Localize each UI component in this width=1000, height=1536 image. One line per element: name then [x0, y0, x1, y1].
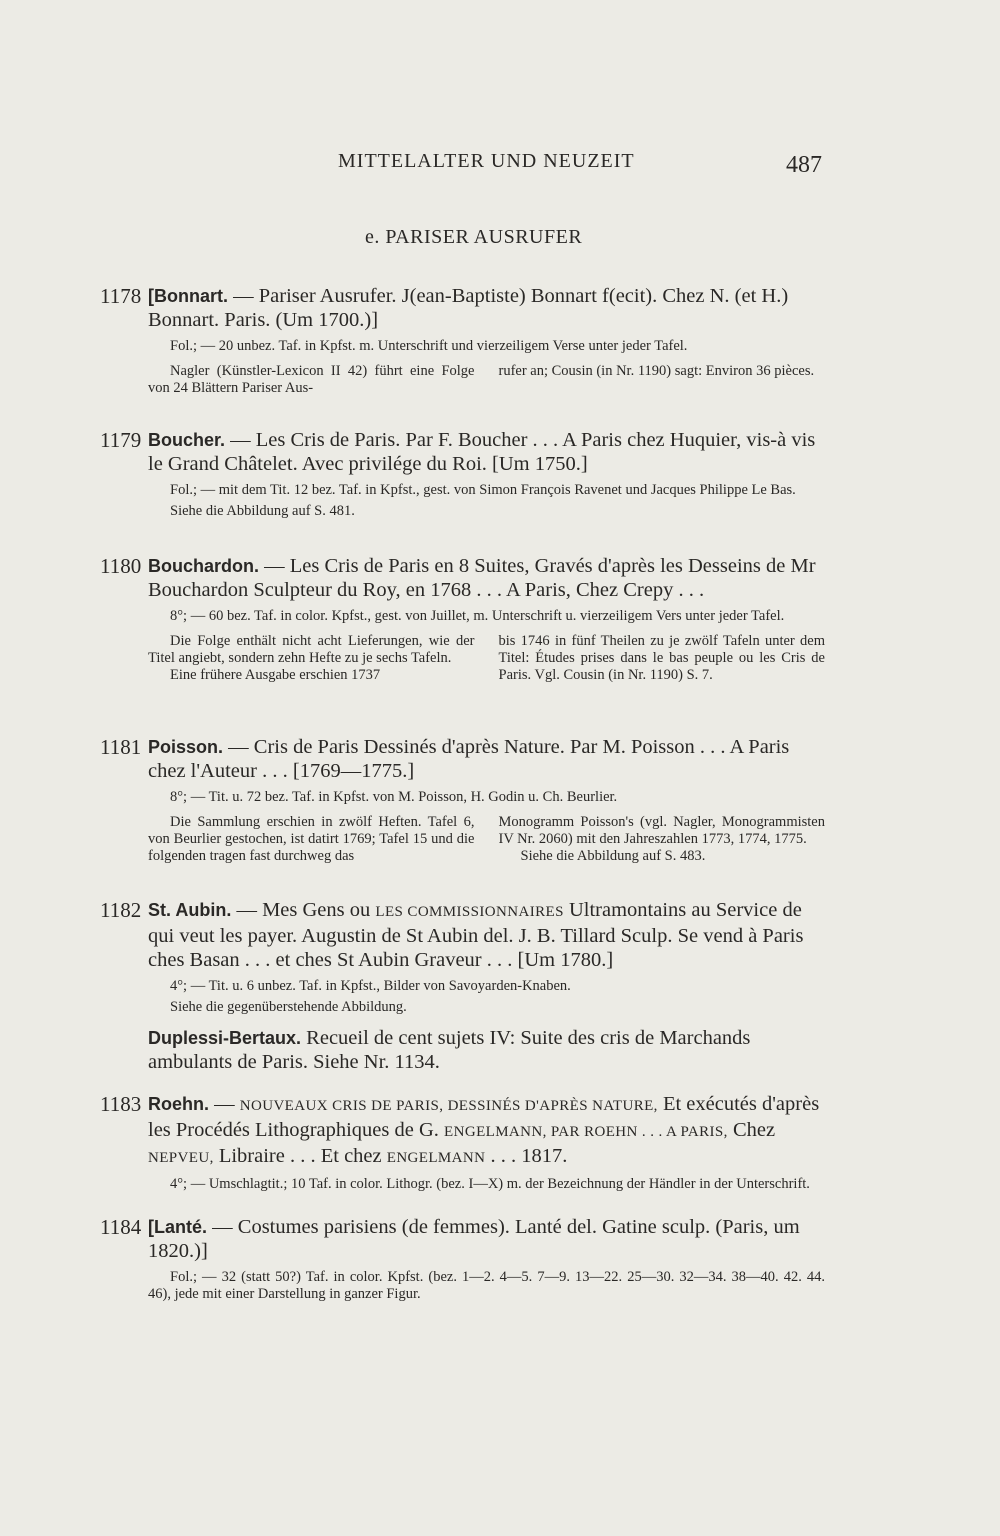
entry-author: Duplessi-Bertaux. [148, 1028, 302, 1048]
catalog-entry [100, 1092, 825, 1193]
entry-number: 1182 [100, 898, 142, 922]
section-heading: e. PARISER AUSRUFER [365, 226, 583, 248]
entry-description: Fol.; — mit dem Tit. 12 bez. Taf. in Kpfst., gest. von Simon François Ravenet und Jacques Philippe Le Bas. [170, 482, 796, 498]
entry-description: 4°; — Umschlagtit.; 10 Taf. in color. Lithogr. (bez. I—X) m. der Bezeichnung der Händler in der Unterschrift. [170, 1176, 810, 1192]
entry-title: Boucher. — Les Cris de Paris. Par F. Boucher . . . A Paris chez Huquier, vis-à vis le Grand Châtelet. Avec privilége du Roi. [Um 1750.] [148, 429, 816, 475]
catalog-entry [100, 428, 825, 520]
entry-author: Bouchardon. [148, 556, 259, 576]
catalog-entry [100, 1215, 825, 1303]
entry-author: St. Aubin. [148, 900, 232, 920]
see-also: Siehe die gegenüberstehende Abbildung. [170, 999, 407, 1015]
entry-author: [Lanté. [148, 1217, 208, 1237]
catalog-crossref [100, 1026, 825, 1074]
entry-number: 1184 [100, 1215, 142, 1239]
entry-title: Bouchardon. — Les Cris de Paris en 8 Suites, Gravés d'après les Desseins de Mr Bouchardon Sculpteur du Roy, en 1768 . . . A Paris, Chez Crepy . . . [148, 555, 816, 601]
catalog-entry [100, 898, 825, 1016]
entry-title: [Lanté. — Costumes parisiens (de femmes). Lanté del. Gatine sculp. (Paris, um 1820.)] [148, 1216, 800, 1262]
entry-notes: Die Sammlung erschien in zwölf Heften. Tafel 6, von Beurlier gestochen, ist datirt 1769; Tafel 15 und die folgenden tragen fast durchweg das Monogramm Poisson's (vgl. Nagler, Monogrammisten IV Nr. 2060) mit den Jahreszahlen 1773, 1774, 1775. Siehe die Abbildung auf S. 483. [148, 814, 825, 864]
entry-title: Duplessi-Bertaux. Recueil de cent sujets IV: Suite des cris de Marchands ambulants de Paris. Siehe Nr. 1134. [148, 1027, 751, 1073]
entry-title: St. Aubin. — Mes Gens ou LES COMMISSIONNAIRES Ultramontains au Service de qui veut les payer. Augustin de St Aubin del. J. B. Tillard Sculp. Se vend à Paris ches Basan . . . et ches St Aubin Graveur . . . [Um 1780.] [148, 899, 804, 971]
entry-number: 1181 [100, 735, 142, 759]
entry-title: Roehn. — NOUVEAUX CRIS DE PARIS, DESSINÉS D'APRÈS NATURE, Et exécutés d'après les Procédés Lithographiques de G. ENGELMANN, PAR ROEHN . . . A PARIS, Chez NEPVEU, Libraire . . . Et chez ENGELMANN . . . 1817. [148, 1093, 820, 1167]
catalog-entry [100, 735, 825, 865]
entry-description: Fol.; — 32 (statt 50?) Taf. in color. Kpfst. (bez. 1—2. 4—5. 7—9. 13—22. 25—30. 32—34. 38—40. 42. 44. 46), jede mit einer Darstellung in ganzer Figur. [148, 1269, 825, 1302]
entry-description: 8°; — Tit. u. 72 bez. Taf. in Kpfst. von M. Poisson, H. Godin u. Ch. Beurlier. [170, 789, 618, 805]
catalog-entry [100, 284, 825, 397]
entry-author: Boucher. [148, 430, 226, 450]
entry-author: Poisson. [148, 737, 224, 757]
entry-author: Roehn. [148, 1094, 209, 1114]
entry-number: 1180 [100, 554, 142, 578]
see-also: Siehe die Abbildung auf S. 481. [170, 503, 355, 519]
entry-title: Poisson. — Cris de Paris Dessinés d'après Nature. Par M. Poisson . . . A Paris chez l'Auteur . . . [1769—1775.] [148, 736, 790, 782]
entry-author: [Bonnart. [148, 286, 228, 306]
entry-description: 4°; — Tit. u. 6 unbez. Taf. in Kpfst., Bilder von Savoyarden-Knaben. [170, 978, 571, 994]
entry-number: 1178 [100, 284, 142, 308]
entry-notes: Die Folge enthält nicht acht Lieferungen, wie der Titel angiebt, sondern zehn Hefte zu je sechs Tafeln. Eine frühere Ausgabe erschien 1737 bis 1746 in fünf Theilen zu je zwölf Tafeln unter dem Titel: Études prises dans le bas peuple ou les Cris de Paris. Vgl. Cousin (in Nr. 1190) S. 7. [148, 633, 825, 683]
entry-number: 1183 [100, 1092, 142, 1116]
entry-description: Fol.; — 20 unbez. Taf. in Kpfst. m. Unterschrift und vierzeiligem Verse unter jeder Tafel. [170, 338, 688, 354]
running-header: MITTELALTER UND NEUZEIT [338, 150, 635, 172]
entry-number: 1179 [100, 428, 142, 452]
entry-description: 8°; — 60 bez. Taf. in color. Kpfst., gest. von Juillet, m. Unterschrift u. vierzeiligem Vers unter jeder Tafel. [170, 608, 785, 624]
entry-title: [Bonnart. — Pariser Ausrufer. J(ean-Baptiste) Bonnart f(ecit). Chez N. (et H.) Bonnart. Paris. (Um 1700.)] [148, 285, 789, 331]
catalog-entry [100, 554, 825, 684]
page-number: 487 [786, 152, 822, 178]
entry-notes: Nagler (Künstler-Lexicon II 42) führt eine Folge von 24 Blättern Pariser Aus- rufer an; Cousin (in Nr. 1190) sagt: Environ 36 pièces. [148, 363, 815, 396]
